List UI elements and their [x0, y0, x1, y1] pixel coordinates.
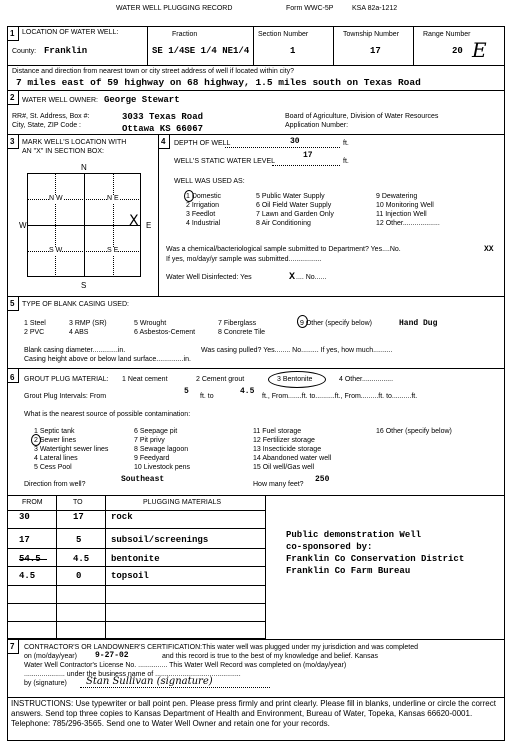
casing-pulled: Was casing pulled? Yes........ No......... If yes, how much..........: [201, 347, 393, 354]
table-cell: rock: [111, 512, 133, 522]
sewer-circle: [31, 434, 41, 446]
table-cell: 0: [76, 571, 82, 581]
certification-line1: CONTRACTOR'S OR LANDOWNER'S CERTIFICATION:This water well was plugged under my jurisdiction and was completed: [24, 644, 419, 651]
casing-fiberglass: 7 Fiberglass: [218, 320, 257, 327]
table-cell: 5: [76, 535, 82, 545]
use-dewatering: 9 Dewatering: [376, 193, 418, 200]
table-header-to: TO: [73, 499, 83, 506]
contam-cesspool: 5 Cess Pool: [34, 464, 72, 471]
casing-concrete: 8 Concrete Tile: [218, 329, 266, 336]
range-value: 20: [452, 46, 463, 56]
compass-w: W: [19, 221, 27, 230]
contam-lagoon: 8 Sewage lagoon: [134, 446, 189, 453]
contam-feedyard: 9 Feedyard: [134, 455, 170, 462]
disinfected-no: .... No......: [296, 274, 327, 281]
certification-date-label: on (mo/day/year): [24, 653, 77, 660]
quadrant-ne: N E: [107, 195, 119, 202]
address-value: 3033 Texas Road: [122, 112, 204, 122]
contam-seepage: 6 Seepage pit: [134, 428, 178, 435]
grout-cement: 2 Cement grout: [196, 376, 245, 383]
range-label: Range Number: [423, 31, 471, 38]
use-industrial: 4 Industrial: [186, 220, 221, 227]
table-header-materials: PLUGGING MATERIALS: [143, 499, 222, 506]
table-row: 54.5: [19, 554, 41, 564]
intervals-rest: ft., From.......ft. to..........ft., From.........ft. to..........ft.: [262, 393, 418, 400]
casing-other: 9 Other (specify below): [300, 320, 372, 327]
county-label: County:: [12, 48, 37, 55]
certification-line4: ..................... under the business name of ............................................: [24, 671, 241, 678]
table-cell: topsoil: [111, 571, 149, 581]
range-direction: E: [472, 38, 487, 62]
table-cell: bentonite: [111, 554, 160, 564]
address-label: RR#, St. Address, Box #:: [12, 113, 90, 120]
other-circle: [297, 315, 308, 328]
casing-height: Casing height above or below land surface..............in.: [24, 356, 191, 363]
plugging-table: [7, 495, 266, 639]
use-injection: 11 Injection Well: [376, 211, 427, 218]
depth-unit: ft.: [343, 140, 349, 147]
demo-note-line2: co-sponsored by:: [286, 542, 373, 552]
section-4-number: 4: [161, 137, 166, 146]
use-domestic: 1 Domestic: [186, 193, 222, 200]
grout-neat: 1 Neat cement: [122, 376, 168, 383]
ksa-ref: KSA 82a-1212: [352, 5, 398, 12]
mark-location-label-2: AN "X" IN SECTION BOX:: [22, 148, 104, 155]
howmany-value: 250: [315, 475, 330, 484]
certification-line3: Water Well Contractor's License No. ............... This Water Well Record was completed on (mo/day/year): [24, 662, 347, 669]
signature-label: by (signature): [24, 680, 67, 687]
use-other: 12 Other...................: [376, 220, 440, 227]
section-1-number: 1: [10, 29, 15, 38]
compass-e: E: [146, 221, 152, 230]
section-3-number: 3: [10, 137, 15, 146]
static-level-label: WELL'S STATIC WATER LEVEL: [174, 158, 276, 165]
contam-watertight: 3 Watertight sewer lines: [34, 446, 109, 453]
section-label: Section Number: [258, 31, 309, 38]
owner-label: WATER WELL OWNER:: [22, 97, 98, 104]
static-level-unit: ft.: [343, 158, 349, 165]
section-7-number: 7: [10, 642, 15, 651]
contam-fuel: 11 Fuel storage: [253, 428, 302, 435]
well-location-mark: X: [129, 213, 139, 229]
casing-asbestos: 6 Asbestos-Cement: [134, 329, 196, 336]
contam-other: 16 Other (specify below): [376, 428, 452, 435]
howmany-label: How many feet?: [253, 481, 304, 488]
table-row: 30: [19, 512, 30, 522]
sample-date-label: If yes, mo/day/yr sample was submitted.................: [166, 256, 322, 263]
board-label: Board of Agriculture, Division of Water Resources: [285, 113, 439, 120]
location-label: LOCATION OF WATER WELL:: [22, 29, 119, 36]
casing-pvc: 2 PVC: [24, 329, 45, 336]
quadrant-se: S E: [107, 247, 119, 254]
contamination-label: What is the nearest source of possible contamination:: [24, 411, 191, 418]
casing-abs: 4 ABS: [69, 329, 89, 336]
disinfected-mark: X: [289, 272, 296, 283]
direction-value: Southeast: [121, 475, 165, 484]
demo-note-line1: Public demonstration Well: [286, 530, 422, 540]
distance-value: 7 miles east of 59 highway on 68 highway, 1.5 miles south on Texas Road: [16, 77, 421, 88]
township-value: 17: [370, 46, 381, 56]
contam-septic: 1 Septic tank: [34, 428, 75, 435]
domestic-circle: [184, 190, 194, 202]
contam-livestock: 10 Livestock pens: [134, 464, 191, 471]
table-cell: 17: [73, 512, 84, 522]
city-value: Ottawa KS 66067: [122, 124, 204, 134]
grout-label: GROUT PLUG MATERIAL:: [24, 376, 109, 383]
use-irrigation: 2 Irrigation: [186, 202, 220, 209]
contam-lateral: 4 Lateral lines: [34, 455, 78, 462]
casing-diameter: Blank casing diameter.............in.: [24, 347, 126, 354]
township-label: Township Number: [343, 31, 400, 38]
section-value: 1: [290, 46, 296, 56]
fraction-value: SE 1/4SE 1/4 NE1/4: [152, 46, 250, 56]
contam-oilgas: 15 Oil well/Gas well: [253, 464, 315, 471]
distance-label: Distance and direction from nearest town or city street address of well if located within city?: [12, 68, 295, 75]
certification-line2: and this record is true to the best of my knowledge and belief. Kansas: [162, 653, 378, 660]
certification-date: 9-27-02: [95, 651, 129, 660]
contam-sewer: 2 Sewer lines: [34, 437, 77, 444]
compass-s: S: [81, 281, 87, 290]
casing-other-value: Hand Dug: [399, 319, 438, 328]
contam-insecticide: 13 Insecticide storage: [253, 446, 322, 453]
used-as-label: WELL WAS USED AS:: [174, 178, 245, 185]
section-2-number: 2: [10, 93, 15, 102]
chem-sample-answer: XX: [484, 245, 494, 254]
instructions: INSTRUCTIONS: Use typewriter or ball point pen. Please press firmly and print clearly. Please fill in blanks, underline or circle the correct answers. Send top three copies to Kansas Department of Health and Environment, Bureau of Water, Topeka, Kansas 66620-0001. Telephone: 785/296-3565. Send one to Water Well Owner and retain one for your records.: [11, 699, 496, 728]
depth-value: 30: [290, 137, 300, 146]
section-5-number: 5: [10, 299, 15, 308]
application-label: Application Number:: [285, 122, 349, 129]
use-lawn: 7 Lawn and Garden Only: [256, 211, 334, 218]
demo-note-line3: Franklin Co Conservation District: [286, 554, 465, 564]
casing-steel: 1 Steel: [24, 320, 46, 327]
casing-label: TYPE OF BLANK CASING USED:: [22, 301, 129, 308]
casing-wrought: 5 Wrought: [134, 320, 167, 327]
table-cell: 4.5: [73, 554, 90, 564]
table-row: 4.5: [19, 571, 36, 581]
depth-label: DEPTH OF WELL: [174, 140, 231, 147]
contam-abandoned: 14 Abandoned water well: [253, 455, 332, 462]
fraction-label: Fraction: [172, 31, 198, 38]
mark-location-label: MARK WELL'S LOCATION WITH: [22, 139, 127, 146]
table-header-from: FROM: [22, 499, 43, 506]
interval-to-label: ft. to: [200, 393, 214, 400]
use-oilfield: 6 Oil Field Water Supply: [256, 202, 332, 209]
demo-note-line4: Franklin Co Farm Bureau: [286, 566, 411, 576]
grout-bentonite: 3 Bentonite: [277, 376, 313, 383]
owner-value: George Stewart: [104, 95, 180, 105]
direction-label: Direction from well?: [24, 481, 86, 488]
casing-rmp: 3 RMP (SR): [69, 320, 107, 327]
disinfected-label: Water Well Disinfected: Yes: [166, 274, 252, 281]
contam-fertilizer: 12 Fertilizer storage: [253, 437, 315, 444]
interval-to: 4.5: [240, 387, 255, 396]
form-number: Form WWC-5P: [286, 5, 334, 12]
intervals-label: Grout Plug Intervals: From: [24, 393, 107, 400]
quadrant-sw: S W: [49, 247, 63, 254]
table-cell: subsoil/screenings: [111, 535, 209, 545]
static-level-value: 17: [303, 151, 313, 160]
use-monitoring: 10 Monitoring Well: [376, 202, 434, 209]
form-title: WATER WELL PLUGGING RECORD: [116, 5, 233, 12]
use-aircond: 8 Air Conditioning: [256, 220, 311, 227]
contam-privy: 7 Pit privy: [134, 437, 165, 444]
section-6-number: 6: [10, 373, 15, 382]
table-row: 17: [19, 535, 30, 545]
county-value: Franklin: [44, 46, 88, 56]
interval-from: 5: [184, 387, 189, 396]
chem-sample-question: Was a chemical/bacteriological sample submitted to Department? Yes....No.: [166, 246, 401, 253]
bentonite-circle: [268, 371, 326, 388]
city-label: City, State, ZIP Code :: [12, 122, 81, 129]
quadrant-nw: N W: [49, 195, 63, 202]
signature: Stan Sullivan (signature): [86, 676, 213, 687]
compass-n: N: [81, 163, 87, 172]
use-feedlot: 3 Feedlot: [186, 211, 216, 218]
grout-other: 4 Other................: [339, 376, 394, 383]
use-public: 5 Public Water Supply: [256, 193, 325, 200]
